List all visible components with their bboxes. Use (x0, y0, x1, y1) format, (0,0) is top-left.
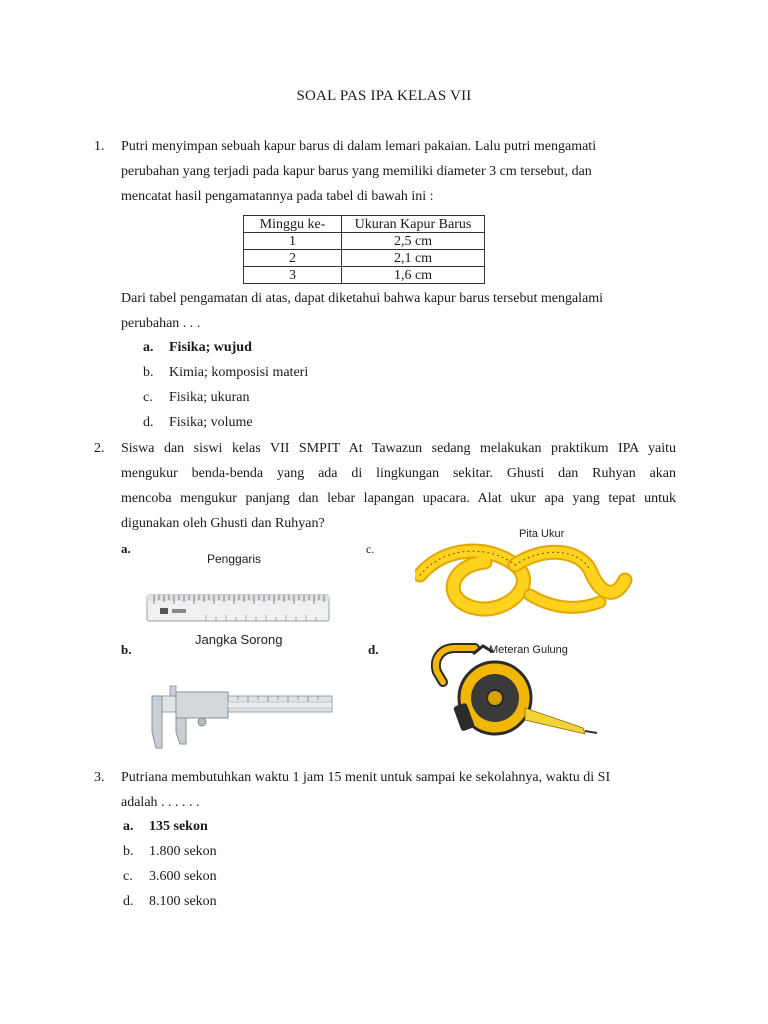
table-cell: 1 (244, 233, 342, 250)
table-row (244, 267, 485, 284)
table-cell: 2 (244, 250, 342, 267)
question-2-number: 2. (94, 441, 105, 456)
table-header-week: Minggu ke- (244, 216, 342, 233)
reel-tape-icon[interactable] (415, 638, 610, 742)
question-1-number: 1. (94, 139, 105, 154)
question-3-text (121, 765, 676, 815)
question-2-text (121, 436, 676, 536)
observation-table (243, 215, 485, 284)
table-cell: 2,1 cm (342, 250, 485, 267)
tape-caption: Pita Ukur (519, 528, 565, 540)
option-b[interactable]: b. 1.800 sekon (123, 844, 217, 859)
option-d[interactable]: d. 8.100 sekon (123, 894, 217, 909)
option-d-letter[interactable]: d. (368, 642, 379, 657)
option-b-letter[interactable]: b. (121, 642, 132, 657)
option-d[interactable]: d. Fisika; volume (143, 415, 253, 430)
option-a[interactable]: a. 135 sekon (123, 819, 208, 834)
table-header-size: Ukuran Kapur Barus (342, 216, 485, 233)
reel-tape-caption: Meteran Gulung (489, 644, 568, 656)
table-cell: 3 (244, 267, 342, 284)
table-row (244, 250, 485, 267)
table-cell: 2,5 cm (342, 233, 485, 250)
option-c[interactable]: c. Fisika; ukuran (143, 390, 250, 405)
question-2-line: mengukur benda-benda yang ada di lingkungan sekitar. Ghusti dan Ruhyan akan (121, 466, 676, 481)
page-title: SOAL PAS IPA KELAS VII (296, 88, 472, 104)
question-3-options (123, 814, 217, 914)
question-1-text (121, 134, 676, 209)
vernier-caliper-icon[interactable] (148, 684, 334, 750)
table-cell: 1,6 cm (342, 267, 485, 284)
ruler-icon[interactable] (146, 592, 330, 624)
question-2-line: Siswa dan siswi kelas VII SMPIT At Tawazun sedang melakukan praktikum IPA yaitu (121, 441, 676, 456)
table-header-row (244, 216, 485, 233)
question-2-line: digunakan oleh Ghusti dan Ruhyan? (121, 516, 325, 531)
table-row (244, 233, 485, 250)
question-1-followup-line: Dari tabel pengamatan di atas, dapat diketahui bahwa kapur barus tersebut mengalami (121, 291, 604, 306)
question-3-number: 3. (94, 770, 105, 785)
question-1-followup (121, 286, 676, 336)
caliper-caption: Jangka Sorong (195, 632, 283, 647)
ruler-caption: Penggaris (207, 552, 262, 566)
question-3-line: Putriana membutuhkan waktu 1 jam 15 menit untuk sampai ke sekolahnya, waktu di SI (121, 770, 611, 785)
question-1-line: perubahan yang terjadi pada kapur barus yang memiliki diameter 3 cm tersebut, dan (121, 164, 592, 179)
option-c[interactable]: c. 3.600 sekon (123, 869, 217, 884)
option-b[interactable]: b. Kimia; komposisi materi (143, 365, 309, 380)
option-c-letter[interactable]: c. (366, 542, 375, 556)
question-3-line: adalah . . . . . . (121, 795, 200, 810)
question-2-line: mencoba mengukur panjang dan lebar lapangan upacara. Alat ukur apa yang tepat untuk (121, 491, 676, 506)
option-a[interactable]: a. Fisika; wujud (143, 340, 252, 355)
question-1-line: mencatat hasil pengamatannya pada tabel di bawah ini : (121, 189, 434, 204)
option-a-letter[interactable]: a. (121, 541, 131, 556)
question-1-options (143, 335, 308, 435)
question-1-followup-line: perubahan . . . (121, 316, 201, 331)
question-1-line: Putri menyimpan sebuah kapur barus di dalam lemari pakaian. Lalu putri mengamati (121, 139, 597, 154)
measuring-tape-icon[interactable] (415, 540, 637, 622)
